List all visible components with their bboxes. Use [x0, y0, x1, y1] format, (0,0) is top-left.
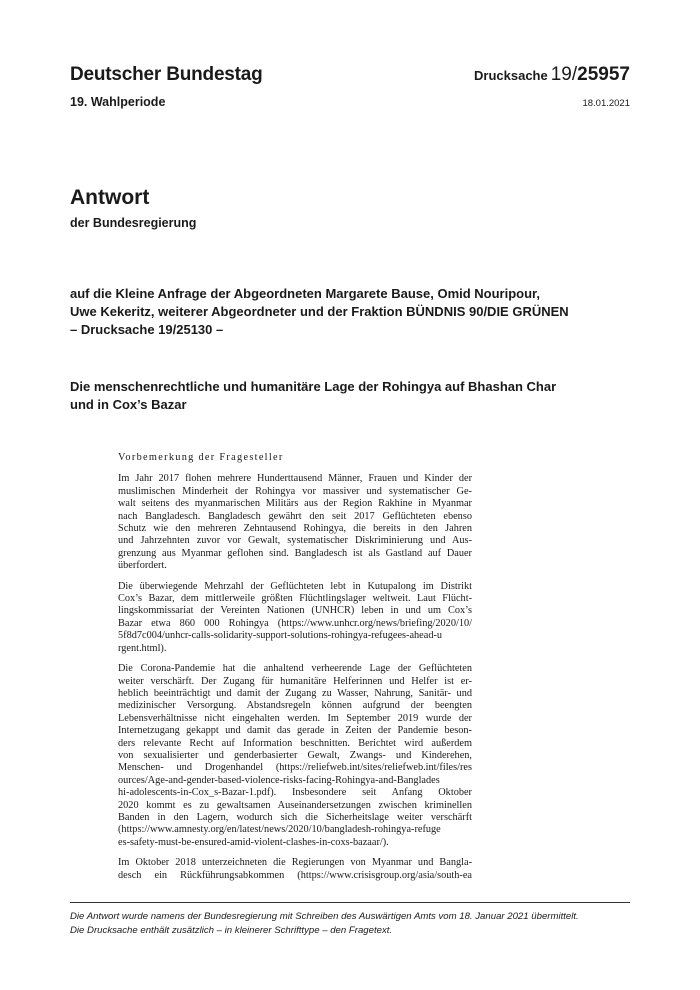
- topic-line: und in Cox’s Bazar: [70, 397, 187, 412]
- anfrage-line: auf die Kleine Anfrage der Abgeordneten Margarete Bause, Omid Nouripour,: [70, 286, 541, 301]
- paragraph-line: Im Oktober 2018 unterzeichneten die Regierungen von Myanmar und Bangla-: [118, 857, 472, 869]
- topic-title: [70, 378, 640, 414]
- paragraph-line: weiter verschärft. Der Zugang für humanitäre Helferinnen und Helfer ist er-: [118, 675, 472, 687]
- paragraph-line: Banden in den Lagern, wodurch sich die Sicherheitslage weiter verschärft: [118, 811, 472, 823]
- drucksache-id: 25957: [577, 64, 630, 85]
- paragraph-line: überfordert.: [118, 560, 167, 572]
- paragraph-line: lingskommissariat der Vereinten Nationen (UNHCR) leben in und um Cox’s: [118, 605, 472, 617]
- topic-line: Die menschenrechtliche und humanitäre Lage der Rohingya auf Bhashan Char: [70, 379, 557, 394]
- paragraph-line: Internetzugang gekappt und damit das gerade in Zeiten der Pandemie beson-: [118, 725, 472, 737]
- paragraph-line: Die Corona-Pandemie hat die anhaltend verheerende Lage der Geflüchteten: [118, 663, 472, 675]
- paragraph-line: und Jahrzehnten zuvor vor Gewalt, systematischer Diskriminierung und Aus-: [118, 535, 472, 547]
- legislative-period: 19. Wahlperiode: [70, 95, 166, 109]
- paragraph-line: heblich beeinträchtigt und damit der Zugang zu Wasser, Nahrung, Sanitär- und: [118, 687, 472, 699]
- paragraph-line: Lebensverhältnisse nicht eingehalten werden. Im September 2019 wurde der: [118, 712, 472, 724]
- anfrage-line: Uwe Kekeritz, weiterer Abgeordneter und der Fraktion BÜNDNIS 90/DIE GRÜNEN: [70, 304, 569, 319]
- paragraph-line: Menschen- und Drogenhandel (https://reliefweb.int/sites/reliefweb.int/files/res: [118, 762, 472, 774]
- vorbemerkung-paragraphs: [118, 473, 472, 882]
- drucksache-label: Drucksache: [474, 68, 548, 83]
- body-paragraph: [118, 857, 472, 882]
- anfrage-line: – Drucksache 19/25130 –: [70, 322, 224, 337]
- paragraph-line: Cox’s Bazar, dem mittlerweile größten Flüchtlingslager weltweit. Laut Flücht-: [118, 593, 472, 605]
- paragraph-line: muslimischen Minderheit der Rohingya vor massiver und systematischer Ge-: [118, 485, 472, 497]
- body-paragraph: [118, 473, 472, 572]
- paragraph-line: es-safety-must-be-ensured-amid-violent-clashes-in-coxs-bazaar/).: [118, 836, 389, 848]
- document-date: 18.01.2021: [582, 98, 630, 109]
- paragraph-line: nach Bangladesch. Bangladesch gewährt den seit 2017 Geflüchteten ebenso: [118, 510, 472, 522]
- footnote-line: Die Drucksache enthält zusätzlich – in kleinerer Schrifttype – den Fragetext.: [70, 924, 393, 936]
- paragraph-line: medizinischer Versorgung. Abstandsregeln können aufgrund der beengten: [118, 700, 472, 712]
- document-footnote: [70, 910, 640, 937]
- paragraph-line: Im Jahr 2017 flohen mehrere Hunderttausend Männer, Frauen und Kinder der: [118, 473, 472, 485]
- drucksache-prefix: 19/: [550, 64, 578, 85]
- paragraph-line: rgent.html).: [118, 642, 167, 654]
- paragraph-line: (https://www.amnesty.org/en/latest/news/2020/10/bangladesh-rohingya-refuge: [118, 824, 441, 836]
- anfrage-reference: [70, 285, 640, 339]
- body-paragraph: [118, 663, 472, 849]
- paragraph-line: Schutz wie den mehreren Zehntausend Rohingya, die bereits in den Jahren: [118, 523, 472, 535]
- paragraph-line: ders relevante Recht auf Information beschnitten. Berichtet wird außerdem: [118, 737, 472, 749]
- document-title: Antwort: [70, 186, 150, 209]
- paragraph-line: 2020 kommt es zu gewaltsamen Auseinandersetzungen zwischen kriminellen: [118, 799, 472, 811]
- paragraph-line: hi-adolescents-in-Cox_s-Bazar-1.pdf). Insbesondere seit Anfang Oktober: [118, 787, 472, 799]
- institution-name: Deutscher Bundestag: [70, 64, 263, 85]
- vorbemerkung-heading: Vorbemerkung der Fragesteller: [118, 452, 284, 463]
- paragraph-line: Die überwiegende Mehrzahl der Geflüchteten lebt in Kutupalong im Distrikt: [118, 580, 472, 592]
- paragraph-line: 5f8d7c004/unhcr-calls-solidarity-support-solutions-rohingya-refugees-ahead-u: [118, 630, 443, 642]
- paragraph-line: Bazar etwa 860 000 Rohingya (https://www.unhcr.org/news/briefing/2020/10/: [118, 617, 472, 629]
- vorbemerkung-section: [118, 452, 472, 890]
- paragraph-line: von sexualisierter und genderbasierter Gewalt, Zwangs- und Kinderehen,: [118, 749, 472, 761]
- body-paragraph: [118, 581, 472, 655]
- paragraph-line: ources/Age-and-gender-based-violence-risks-facing-Rohingya-and-Banglades: [118, 774, 440, 786]
- paragraph-line: walt seitens des myanmarischen Militärs aus der Region Rakhine in Myanmar: [118, 498, 472, 510]
- paragraph-line: desch ein Rückführungsabkommen (https://www.crisisgroup.org/asia/south-ea: [118, 869, 472, 881]
- footnote-line: Die Antwort wurde namens der Bundesregierung mit Schreiben des Auswärtigen Amts vom 18. Januar 2021 übermittelt.: [70, 911, 579, 922]
- drucksache-number: [474, 64, 630, 86]
- document-subtitle: der Bundesregierung: [70, 216, 197, 230]
- paragraph-line: grenzung aus Myanmar geflohen sind. Bangladesch ist als Gastland auf Dauer: [118, 547, 472, 559]
- footer-divider: [70, 902, 630, 903]
